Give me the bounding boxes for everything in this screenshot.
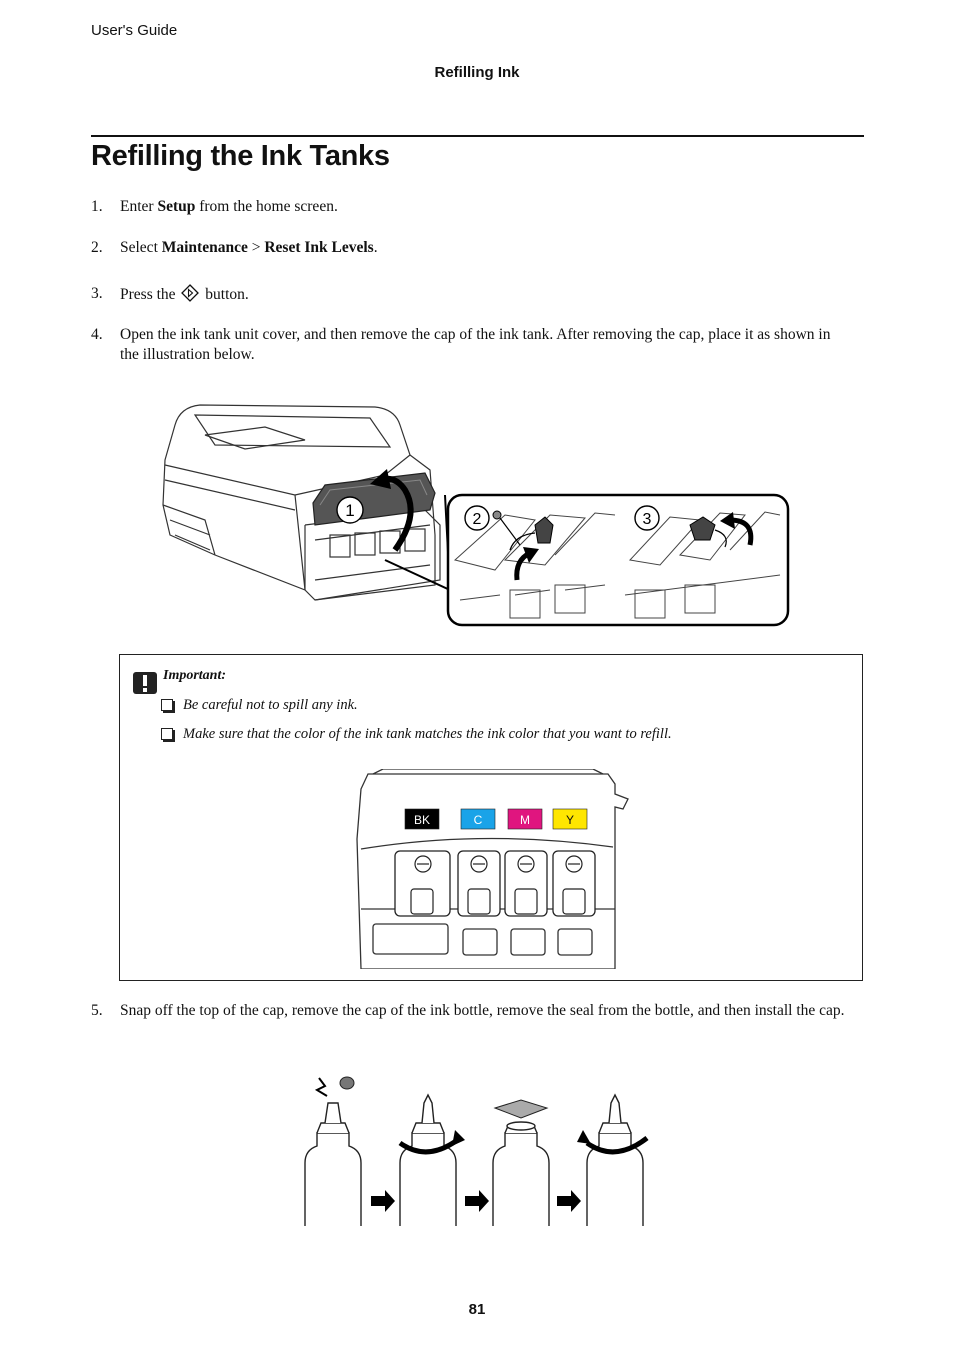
header-section-title: Refilling Ink xyxy=(434,64,520,81)
page-title: Refilling the Ink Tanks xyxy=(91,140,390,172)
header-guide-title: User's Guide xyxy=(91,22,178,39)
step-text-bold: Reset Ink Levels xyxy=(264,239,374,256)
tank-color-labels xyxy=(405,809,587,829)
tank-label-text: Y xyxy=(565,813,575,827)
callout-3: 3 xyxy=(642,511,652,528)
callout-1: 1 xyxy=(345,501,355,520)
step-text-bold: Setup xyxy=(157,198,196,215)
checkbox-bullet-icon xyxy=(161,699,173,711)
tank-label-text: C xyxy=(473,813,483,827)
ink-tank-unit-illustration xyxy=(353,769,633,969)
step-text-post: from the home screen. xyxy=(195,198,338,215)
step-number: 4. xyxy=(91,326,103,343)
step-number: 1. xyxy=(91,198,103,215)
printer-ink-tank-illustration xyxy=(155,385,795,630)
step-text-pre: Enter xyxy=(120,198,158,215)
important-title: Important: xyxy=(163,668,227,683)
important-exclamation-icon xyxy=(132,671,158,695)
step-text-pre: Select xyxy=(120,239,162,256)
important-note xyxy=(119,654,863,981)
step-text-bold: Maintenance xyxy=(161,239,248,256)
step-number: 3. xyxy=(91,285,103,302)
callout-2: 2 xyxy=(472,511,482,528)
step-number: 5. xyxy=(91,1002,103,1019)
start-button-icon xyxy=(181,284,199,302)
important-item-text: Be careful not to spill any ink. xyxy=(183,697,358,713)
tank-label-text: M xyxy=(520,813,530,827)
tank-label-text: BK xyxy=(413,813,431,827)
step-text-post: . xyxy=(373,239,378,256)
step-text-post: button. xyxy=(201,286,249,303)
step-text xyxy=(120,238,850,258)
step-text-separator: > xyxy=(247,239,265,256)
step-text xyxy=(120,284,850,305)
step-text: Open the ink tank unit cover, and then remove the cap of the ink tank. After removing the cap, place it as shown in the illustration below. xyxy=(120,326,831,363)
step-number: 2. xyxy=(91,239,103,256)
step-text: Snap off the top of the cap, remove the cap of the ink bottle, remove the seal from the bottle, and then install the cap. xyxy=(120,1002,845,1019)
title-rule xyxy=(91,135,864,137)
step-text-pre: Press the xyxy=(120,286,180,303)
step-text xyxy=(120,197,850,217)
checkbox-bullet-icon xyxy=(161,728,173,740)
page-number: 81 xyxy=(468,1301,486,1318)
important-item-text: Make sure that the color of the ink tank matches the ink color that you want to refill. xyxy=(183,726,672,742)
ink-bottle-sequence-illustration xyxy=(295,1068,655,1228)
